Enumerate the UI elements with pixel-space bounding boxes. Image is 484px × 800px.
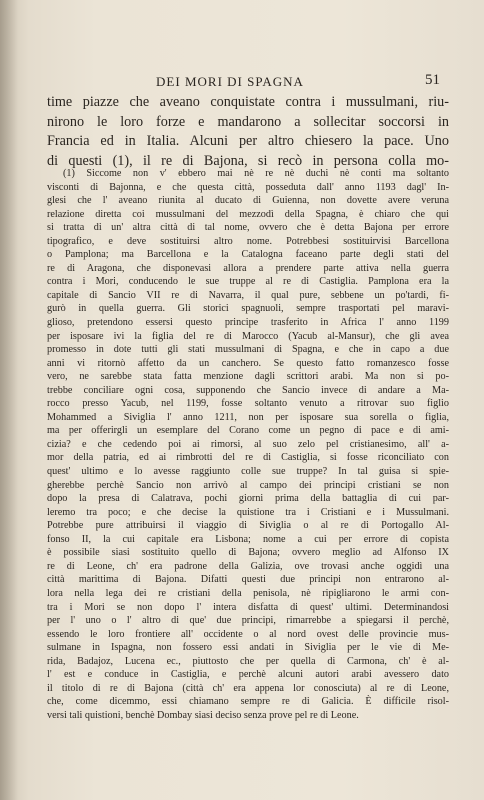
footnote-line: contra i Mori, conducendo le sue truppe al re di Castiglia. Pamplona era la [47, 276, 449, 288]
page-number: 51 [425, 72, 440, 88]
footnote-line: leremo tra poco; e che decise la quistione tra i Cristiani e i Mussulmani. [47, 506, 449, 518]
footnote-line: glesi che l' aveano riunita al ducato di Guienna, non dovette avere veruna [47, 195, 449, 207]
footnote-line: si tratta di un' altra città di tal nome, ovvero che è detta Bajona per errore [47, 222, 449, 234]
footnote-line: gherebbe perchè Sancio non arrivò al campo dei principi cristiani se non [47, 479, 449, 491]
footnote-line: capitale di Sancio VII re di Navarra, il qual pure, sebbene un po'tardi, fi- [47, 289, 449, 301]
footnote-line: (1) Siccome non v' ebbero mai nè re nè duchi nè conti ma soltanto [63, 168, 449, 179]
main-text [47, 93, 449, 171]
text-line: Francia ed in Italia. Alcuni per altro chiesero la pace. Uno [47, 133, 449, 149]
footnote-line: cizia? e che cedendo poi ai rimorsi, al suo zelo pel cristianesimo, all' a- [47, 438, 449, 450]
footnote-line: trebbe conciliare ogni cosa, supponendo che Sancio invece di andare a Ma- [47, 384, 449, 396]
text-line: time piazze che aveano conquistate contra i mussulmani, riu- [47, 94, 449, 110]
footnote-line: glioso, pretendono essersi questo principe trasferito in Africa l' anno 1199 [47, 317, 449, 329]
footnote-line: o Pamplona; ma Barcellona e la Catalogna faceano parte degli stati del [47, 249, 449, 261]
footnote-line: promesso in dote tutti gli stati mussulmani di Spagna, e che in capo a due [47, 344, 449, 356]
footnote-line: lora nella lega dei re cristiani della penisola, nè ripigliarono le armi con- [47, 587, 449, 599]
footnote-line: gurò in quella guerra. Gli storici spagnuoli, sempre trasportati pel maravi- [47, 303, 449, 315]
footnote-line: città marittima di Bajona. Difatti questi due principi non entrarono al- [47, 574, 449, 586]
footnote-line: per isposare ivi la figlia del re di Marocco (Yacub al-Mansur), che gli avea [47, 330, 449, 342]
footnote-line: rida, Badajoz, Lucena ec., piuttosto che per quella di Carmona, ch' è al- [47, 655, 449, 667]
footnote-line: quest' ultimo e lo avesse raggiunto colle sue truppe? In tal guisa si spie- [47, 466, 449, 478]
footnote-line: re di Aragona, che disponevasi allora a prendere parte attiva nella guerra [47, 262, 449, 274]
footnote-line: fonso II, la cui capitale era Lisbona; nome a cui per errore di copista [47, 533, 449, 545]
running-title: DEI MORI DI SPAGNA [156, 74, 304, 89]
footnote-line: re di Leone, ch' era padrone della Galizia, ove trovasi anche oggidì una [47, 560, 449, 572]
text-line: nirono le loro forze e mandarono a sollecitar soccorsi in [47, 113, 449, 130]
footnote-line: Potrebbe pure attribuirsi il viaggio di Siviglia o al re di Portogallo Al- [47, 520, 449, 532]
footnote-line: sulmane in Ispagna, non fossero essi andati in Siviglia per le vie di Me- [47, 642, 449, 654]
footnote-line: rocco presso Yacub, nel 1199, fosse soltanto venuto a ritrovar suo figlio [47, 398, 449, 410]
binding-shadow [0, 0, 18, 800]
footnote-line: che, come dicemmo, essi chiamano sempre re di Galicia. È difficile risol- [47, 696, 449, 708]
footnote-line: ma per offerirgli un esemplare del Corano come un pegno di pace e di ami- [47, 425, 449, 437]
footnote-line: Mohammed a Siviglia l' anno 1211, non per isposare sua sorella o figlia, [47, 411, 449, 423]
footnote-line: visconti di Bajonna, e che questa città, posseduta dall' anno 1193 dagl' In- [47, 181, 449, 193]
footnote-line: per l' uno o l' altro di que' due principi, rimarrebbe a spiegarsi il perchè, [47, 615, 449, 627]
text-line: di questi (1), il re di Bajona, si recò in persona colla mo- [47, 152, 449, 169]
footnote-line: tra i Mori se non dopo l' intera disfatta di quest' ultimi. Determinandosi [47, 601, 449, 613]
footnote-line: mor della patria, ed ai rimbrotti del re di Castiglia, si fosse riconciliato con [47, 452, 449, 464]
footnote-line: essendo le loro frontiere all' occidente o al nord ovest delle provincie mus- [47, 628, 449, 640]
footnote-line: è possibile siasi sostituito quello di Bajona; ovvero meglio ad Alfonso IX [47, 547, 449, 559]
footnote-line: versi tali quistioni, benchè Dombay siasi deciso senza prove pel re di Leone. [47, 709, 359, 721]
footnote-line: vero, ne sarebbe stata fatta menzione dagli scrittori arabi. Ma non si po- [47, 371, 449, 383]
page-header [110, 74, 440, 92]
footnote-line: dopo la presa di Calatrava, pochi giorni prima della battaglia di cui par- [47, 493, 449, 505]
footnote-line: tipografico, e deve sostituirsi altro nome. Potrebbesi sostituirvisi Barcellona [47, 235, 449, 247]
footnote [47, 167, 449, 722]
footnote-line: il titolo di re di Bajona (città ch' era appena lor conosciuta) al re di Leone, [47, 682, 449, 694]
footnote-line: anni vi ritornò affetto da un canchero. Se questo fatto romanzesco fosse [47, 357, 449, 369]
footnote-line: relazione diretta coi mussulmani del mezzodì della Spagna, è chiaro che qui [47, 208, 449, 220]
footnote-line: l' est e conduce in Castiglia, e perchè alcuni autori arabi avessero dato [47, 669, 449, 681]
